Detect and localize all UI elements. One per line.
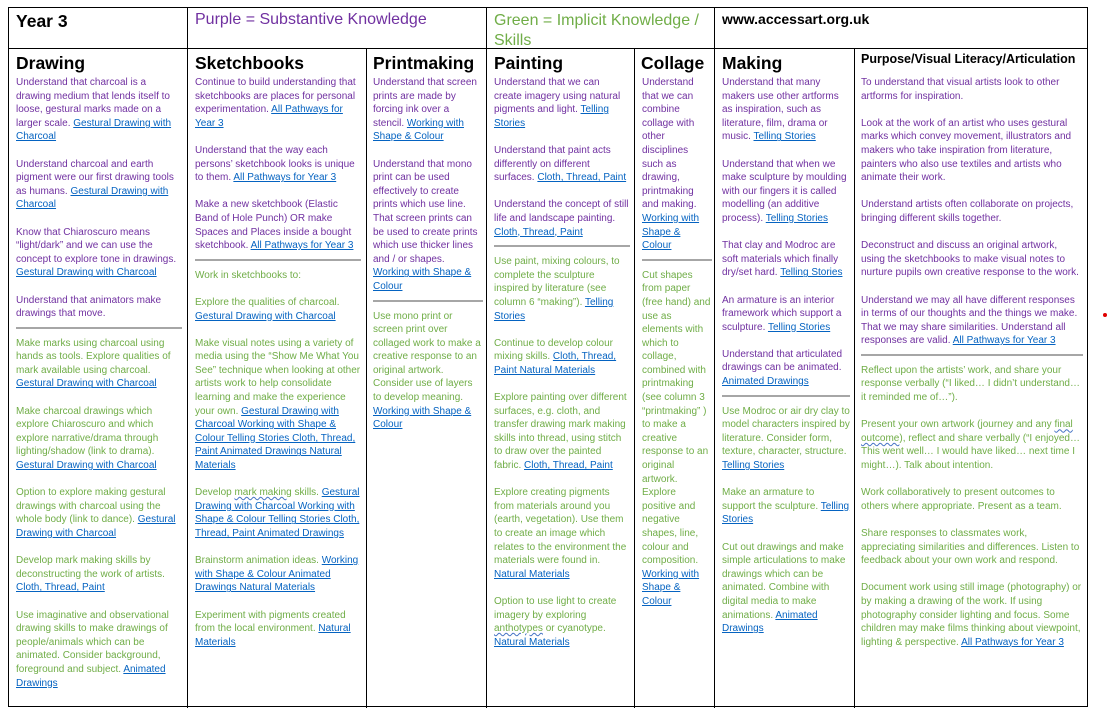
pathway-link[interactable]: Animated Drawings — [722, 609, 818, 635]
list-item: Use mono print or screen print over collaged work to make a creative response to an original artwork. Consider use of layers to develop meaning. Working with Shape & Colour — [373, 310, 481, 431]
list-item: Understand charcoal and earth pigment were our first drawing tools as humans. Gestural Drawing with Charcoal — [16, 158, 174, 211]
col-header-collage: Collage — [641, 53, 705, 73]
pathway-link[interactable]: Cloth, Thread, Paint — [524, 460, 613, 472]
list-item: Understand that animators make drawings that move. — [16, 294, 162, 320]
pathway-link[interactable]: Gestural Drawing with Charcoal — [16, 514, 176, 539]
divider — [187, 48, 188, 708]
list-item: Option to explore making gestural drawings with charcoal using the whole body (link to dance). Gestural Drawing with Charcoal — [16, 487, 176, 539]
list-item: Understand we may all have different responses in terms of our thoughts and the things we make. That we may share similarities. Understand all responses are valid. All Pathways for Year 3 — [861, 294, 1078, 347]
divider — [714, 48, 715, 708]
list-item: Share responses to classmates work, appreciating similarities and differences. Listen to feedback about your own work and respond. — [861, 528, 1080, 567]
col-header-sketchbooks: Sketchbooks — [195, 53, 304, 73]
pathway-link[interactable]: Natural Materials — [494, 636, 570, 648]
list-item: Work collaboratively to present outcomes to others where appropriate. Present as a team. — [861, 487, 1062, 512]
drawing-column — [16, 76, 182, 704]
pathway-link[interactable]: Telling Stories — [722, 500, 850, 526]
list-item: Present your own artwork (journey and any final outcome), reflect and share verbally (“I enjoyed… This went well… I would have liked… next time I might…). Talk about intention. — [861, 419, 1080, 472]
list-item: Deconstruct and discuss an original artwork, using the sketchbooks to make visual notes to nurture pupils own creative response to the work. — [861, 240, 1079, 279]
col-header-making: Making — [722, 53, 783, 73]
list-item: Understand that paint acts differently on different surfaces. Cloth, Thread, Paint — [494, 144, 627, 184]
list-item: To understand that visual artists look to other artforms for inspiration. — [861, 77, 1060, 102]
list-item: Understand that many makers use other artforms as inspiration, such as literature, film, drama or music. Telling Stories — [722, 77, 839, 143]
list-item: Make a new sketchbook (Elastic Band of Hole Punch) OR make Spaces and Places inside a bought sketchbook. All Pathways for Year 3 — [195, 199, 354, 252]
green-key-line1: Green = Implicit Knowledge / — [494, 12, 699, 29]
purple-key: Purple = Substantive Knowledge — [195, 11, 427, 28]
sketchbooks-column — [195, 76, 361, 663]
list-item: That clay and Modroc are soft materials which finally dry/set hard. Telling Stories — [722, 240, 843, 279]
pathway-link[interactable]: Telling Stories — [765, 212, 828, 224]
list-item: Make visual notes using a variety of media using the “Show Me What You See” technique when looking at other artists work to help consolidate learning and make the experience your own. Gestural Drawing with Charcoal Working with Shape & Colour Telling Stories Cloth, Thread, Paint Animated Drawings Natural Materials — [195, 337, 361, 472]
pathway-link[interactable]: Gestural Drawing with Charcoal — [16, 267, 157, 279]
list-item: Brainstorm animation ideas. Working with Shape & Colour Animated Drawings Natural Materials — [195, 555, 359, 594]
curriculum-table — [8, 7, 1088, 707]
list-item: Know that Chiaroscuro means “light/dark” and we can use the concept to explore tone in drawings. Gestural Drawing with Charcoal — [16, 226, 177, 279]
pathway-link[interactable]: All Pathways for Year 3 — [250, 240, 354, 252]
col-header-drawing: Drawing — [16, 53, 86, 73]
red-dot-mark — [1103, 313, 1107, 317]
list-item: Develop mark making skills by deconstructing the work of artists. Cloth, Thread, Paint — [16, 555, 165, 594]
pathway-link[interactable]: Gestural Drawing with Charcoal Working with Shape & Colour Telling Stories Cloth, Thread, Paint Animated Drawings — [195, 487, 360, 539]
pathway-link[interactable]: Telling Stories — [494, 104, 609, 129]
list-item: Understand that charcoal is a drawing medium that lends itself to loose, gestural marks made on a larger scale. Gestural Drawing with Charcoal — [16, 77, 172, 143]
list-item: Understand that when we make sculpture by moulding with our fingers it is called modelling (an additive process). Telling Stories — [722, 158, 847, 224]
divider — [714, 8, 715, 48]
list-item: Make charcoal drawings which explore Chiaroscuro and which explore narrative/drama through lighting/shadow (link to drama). Gestural Drawing with Charcoal — [16, 405, 159, 472]
list-item: Cut shapes from paper (free hand) and use as elements with which to collage, combined with printmaking (see column 3 “printmaking” ) to make a creative response to an original artwork. Explore positive and negative shapes, line, colour and composition. Working with Shape & Colour — [642, 269, 711, 607]
pathway-link[interactable]: Telling Stories — [494, 296, 614, 322]
year-title: Year 3 — [16, 11, 68, 31]
list-item: Understand that we can combine collage with other disciplines such as drawing, printmaking and making. Working with Shape & Colour — [642, 77, 700, 252]
list-item: Understand that mono print can be used effectively to create prints which use line. That screen prints can be used to create prints which use thicker lines and / or shapes. Working with Shape & Colour — [373, 158, 478, 292]
list-item: Understand that we can create imagery using natural pigments and light. Telling Stories — [494, 77, 621, 129]
pathway-link[interactable]: Gestural Drawing with Charcoal — [16, 117, 172, 143]
pathway-link[interactable]: Gestural Drawing with Charcoal — [16, 185, 169, 211]
list-item: Continue to build understanding that sketchbooks are places for personal experimentation. All Pathways for Year 3 — [195, 77, 356, 129]
divider — [854, 48, 855, 708]
col-header-painting: Painting — [494, 53, 564, 73]
pathway-link[interactable]: Working with Shape & Colour — [642, 212, 700, 252]
pathway-link[interactable]: Working with Shape & Colour — [373, 117, 464, 143]
section-separator — [373, 300, 483, 302]
pathway-link[interactable]: All Pathways for Year 3 — [952, 335, 1056, 347]
section-separator — [861, 354, 1083, 356]
list-item: Cut out drawings and make simple articulations to make drawings which can be animated. Combine with digital media to make animations. Animated Drawings — [722, 541, 846, 635]
pathway-link[interactable]: Telling Stories — [780, 267, 843, 279]
site-url: www.accessart.org.uk — [722, 11, 870, 27]
list-item: Explore painting over different surfaces, e.g. cloth, and transfer drawing mark making skills into thread, using stitch to draw over the painted fabric. Cloth, Thread, Paint — [494, 392, 627, 472]
list-item: Use Modroc or air dry clay to model characters inspired by literature. Consider form, texture, character, structure. Telling Stories — [722, 405, 850, 472]
pathway-link[interactable]: Telling Stories — [753, 131, 816, 143]
pathway-link[interactable]: Working with Shape & Colour — [642, 568, 700, 607]
pathway-link[interactable]: Gestural Drawing with Charcoal — [16, 460, 157, 472]
list-item: Understand the concept of still life and landscape painting. Cloth, Thread, Paint — [494, 199, 629, 238]
section-separator — [722, 395, 850, 397]
list-item: Document work using still image (photography) or by making a drawing of the work. If using photography consider lighting and focus. Some children may make films thinking about viewpoint, lighting & perspective. All Pathways for Year 3 — [861, 582, 1082, 648]
list-item: Experiment with pigments created from the local environment. Natural Materials — [195, 609, 351, 648]
list-item: Use paint, mixing colours, to complete the sculpture inspired by literature (see column 6 “making”). Telling Stories — [494, 256, 620, 322]
list-item: Reflect upon the artists’ work, and share your response verbally (“I liked… I didn’t understand… it reminded me of…”). — [861, 364, 1080, 404]
pathway-link[interactable]: Gestural Drawing with Charcoal — [195, 310, 336, 322]
collage-column — [642, 76, 712, 622]
pathway-link[interactable]: Working with Shape & Colour — [373, 405, 472, 431]
pathway-link[interactable]: All Pathways for Year 3 — [233, 172, 337, 184]
making-column — [722, 76, 850, 649]
divider — [486, 48, 487, 708]
list-item: Explore creating pigments from materials around you (earth, vegetation). Use them to create an image which relates to the environment the materials were found in. Natural Materials — [494, 487, 627, 580]
pathway-link[interactable]: Cloth, Thread, Paint Natural Materials — [494, 351, 617, 376]
divider — [366, 48, 367, 708]
printmaking-column — [373, 76, 483, 445]
list-item: Look at the work of an artist who uses gestural marks which convey movement, illustrators and makers who take inspiration from literature, painters who also use textiles and artists who animate their work. — [861, 117, 1072, 184]
pathway-link[interactable]: Cloth, Thread, Paint — [494, 226, 583, 238]
section-separator — [642, 259, 712, 261]
list-item: Explore the qualities of charcoal. Gestural Drawing with Charcoal — [195, 296, 340, 322]
section-separator — [16, 327, 182, 329]
list-item: Make an armature to support the sculpture. Telling Stories — [722, 487, 850, 526]
list-item: Use imaginative and observational drawing skills to make drawings of people/animals which can be animated. Consider background, foreground and subject. Animated Drawings — [16, 609, 169, 689]
list-item: Understand that articulated drawings can be animated. Animated Drawings — [722, 348, 843, 388]
list-item: Understand that screen prints are made by forcing ink over a stencil. Working with Shape & Colour — [373, 77, 477, 143]
list-item: Work in sketchbooks to: — [195, 269, 301, 281]
divider — [634, 48, 635, 708]
pathway-link[interactable]: Gestural Drawing with Charcoal Working with Shape & Colour Telling Stories Cloth, Thread, Paint Animated Drawings Natural Materials — [195, 405, 356, 472]
green-key-line2: Skills — [494, 32, 532, 49]
pathway-link[interactable]: Animated Drawings — [16, 663, 166, 689]
col-header-purpose: Purpose/Visual Literacy/Articulation — [861, 52, 1076, 66]
pathway-link[interactable]: Animated Drawings — [722, 376, 809, 388]
pathway-link[interactable]: Working with Shape & Colour Animated Drawings Natural Materials — [195, 555, 359, 594]
divider — [187, 8, 188, 48]
list-item: Develop mark making skills. Gestural Drawing with Charcoal Working with Shape & Colour Telling Stories Cloth, Thread, Paint Animated Drawings — [195, 487, 360, 539]
col-header-printmaking: Printmaking — [373, 53, 475, 73]
list-item: Option to use light to create imagery by exploring anthotypes or cyanotype. Natural Materials — [494, 595, 617, 648]
pathway-link[interactable]: All Pathways for Year 3 — [195, 104, 343, 129]
pathway-link[interactable]: Cloth, Thread, Paint — [537, 172, 627, 184]
purpose-column — [861, 76, 1083, 663]
section-separator — [195, 259, 361, 261]
pathway-link[interactable]: Telling Stories — [722, 460, 785, 472]
pathway-link[interactable]: Telling Stories — [767, 321, 831, 333]
list-item: Continue to develop colour mixing skills. Cloth, Thread, Paint Natural Materials — [494, 337, 617, 376]
pathway-link[interactable]: Gestural Drawing with Charcoal — [16, 378, 157, 390]
list-item: Make marks using charcoal using hands as tools. Explore qualities of mark available using charcoal. Gestural Drawing with Charcoal — [16, 337, 171, 390]
list-item: Understand artists often collaborate on projects, bringing different skills together. — [861, 199, 1074, 224]
green-key — [494, 11, 699, 51]
list-item: An armature is an interior framework which support a sculpture. Telling Stories — [722, 294, 842, 333]
divider — [486, 8, 487, 48]
list-item: Understand that the way each persons’ sketchbook looks is unique to them. All Pathways for Year 3 — [195, 144, 355, 184]
pathway-link[interactable]: Natural Materials — [195, 623, 351, 648]
pathway-link[interactable]: Cloth, Thread, Paint — [16, 582, 105, 594]
pathway-link[interactable]: Working with Shape & Colour — [373, 267, 472, 292]
pathway-link[interactable]: All Pathways for Year 3 — [961, 636, 1064, 648]
section-separator — [494, 245, 630, 247]
pathway-link[interactable]: Natural Materials — [494, 568, 570, 580]
painting-column — [494, 76, 630, 663]
